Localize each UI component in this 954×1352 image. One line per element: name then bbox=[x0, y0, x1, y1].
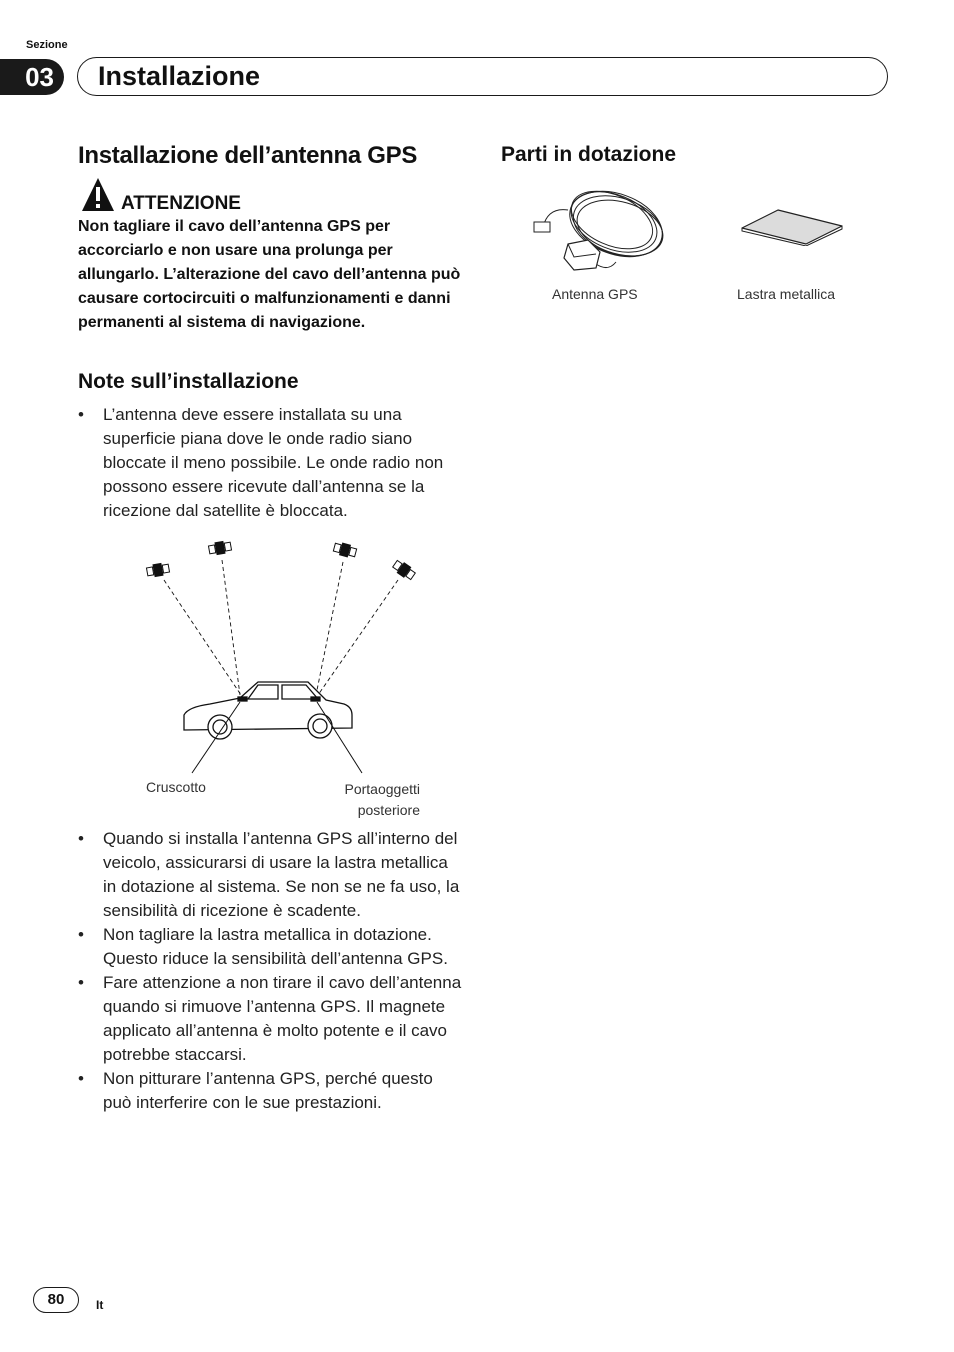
warning-triangle-icon bbox=[81, 177, 115, 213]
satellite-car-diagram bbox=[140, 530, 430, 785]
warning-text: Non tagliare il cavo dell’antenna GPS per accorciarlo e non usare una prolunga per allungarlo. L’alterazione del cavo dell’antenna può causare cortocircuiti o malfunzionamenti e danni permanenti al sistema di navigazione. bbox=[78, 218, 461, 331]
list-item: • Non tagliare la lastra metallica in dotazione. Questo riduce la sensibilità dell’antenna GPS. bbox=[78, 923, 462, 971]
satellite-icon bbox=[392, 559, 417, 581]
part-label-antenna: Antenna GPS bbox=[552, 286, 638, 302]
notes-list-more bbox=[78, 827, 462, 1115]
language-code: It bbox=[96, 1298, 104, 1312]
warning-heading: ATTENZIONE bbox=[121, 193, 241, 214]
satellite-icon bbox=[333, 541, 357, 558]
page-number: 80 bbox=[33, 1287, 79, 1313]
caption-dashboard: Cruscotto bbox=[146, 779, 206, 795]
notes-title: Note sull’installazione bbox=[78, 370, 299, 393]
satellite-icon bbox=[208, 540, 232, 556]
list-item: • L’antenna deve essere installata su una superficie piana dove le onde radio siano bloccate il meno possibile. Le onde radio non possono essere ricevute dall’antenna se la ricezione dal satellite è bloccata. bbox=[78, 403, 462, 523]
part-label-plate: Lastra metallica bbox=[737, 286, 836, 302]
list-item: • Quando si installa l’antenna GPS all’interno del veicolo, assicurarsi di usare la lastra metallica in dotazione al sistema. Se non se ne fa uso, la sensibilità di ricezione è scadente. bbox=[78, 827, 462, 923]
section-title: Installazione bbox=[98, 61, 261, 91]
car-icon bbox=[184, 682, 352, 739]
metal-plate-icon bbox=[738, 206, 846, 246]
section-label: Sezione bbox=[26, 39, 68, 51]
parts-title: Parti in dotazione bbox=[501, 143, 677, 166]
gps-antenna-icon bbox=[528, 182, 670, 276]
page-title: Installazione dell’antenna GPS bbox=[78, 142, 418, 169]
caption-rear-shelf: Portaoggetti posteriore bbox=[344, 781, 420, 818]
notes-list-first bbox=[78, 403, 462, 523]
satellite-icon bbox=[146, 562, 170, 578]
section-number-badge: 03 bbox=[0, 59, 64, 95]
list-item: • Non pitturare l’antenna GPS, perché questo può interferire con le sue prestazioni. bbox=[78, 1067, 462, 1115]
list-item: • Fare attenzione a non tirare il cavo dell’antenna quando si rimuove l’antenna GPS. Il magnete applicato all’antenna è molto potente e il cavo potrebbe staccarsi. bbox=[78, 971, 462, 1067]
